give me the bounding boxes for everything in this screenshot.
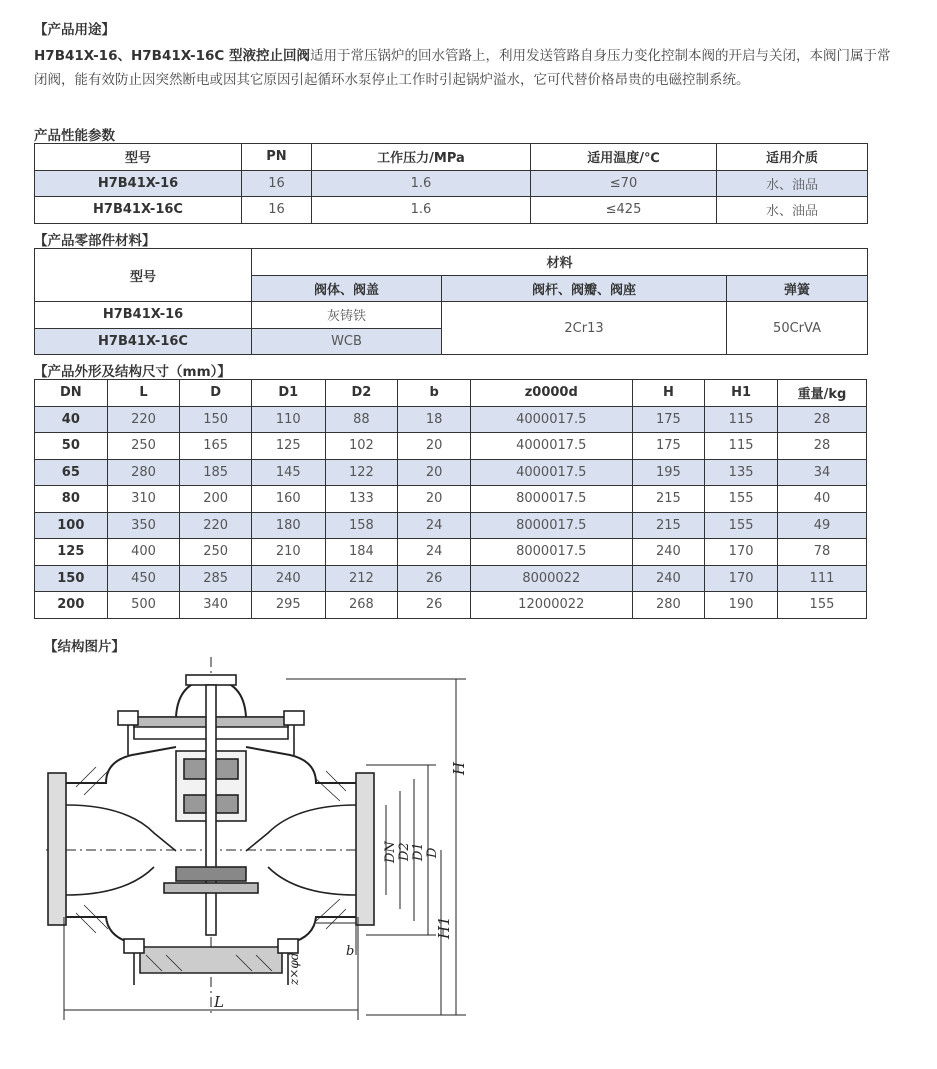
table-cell: WCB xyxy=(252,328,442,355)
table-cell: 18 xyxy=(398,406,471,433)
table-cell: 240 xyxy=(251,565,325,592)
table-cell: 195 xyxy=(632,459,705,486)
table-row xyxy=(35,592,867,619)
table-cell: 350 xyxy=(107,512,180,539)
table-cell: 155 xyxy=(705,486,778,513)
table-row xyxy=(35,539,867,566)
header-cell: 适用温度/℃ xyxy=(531,144,717,171)
table-cell: 135 xyxy=(705,459,778,486)
table-cell: 12000022 xyxy=(470,592,632,619)
table-cell-spring: 50CrVA xyxy=(727,302,868,355)
table-cell: 280 xyxy=(632,592,705,619)
table-cell: 175 xyxy=(632,433,705,460)
dimensions-table-body xyxy=(35,380,867,619)
table-cell: 8000017.5 xyxy=(470,486,632,513)
table-cell: 500 xyxy=(107,592,180,619)
table-cell: 1.6 xyxy=(312,197,531,224)
header-cell: 弹簧 xyxy=(727,275,868,302)
performance-table xyxy=(34,143,868,224)
usage-heading: 【产品用途】 xyxy=(34,22,115,38)
header-cell: 重量/kg xyxy=(777,380,866,407)
table-cell: 268 xyxy=(325,592,398,619)
header-cell: 适用介质 xyxy=(717,144,868,171)
table-cell: H7B41X-16 xyxy=(35,170,242,197)
dimensions-heading: 【产品外形及结构尺寸（mm）】 xyxy=(34,364,231,380)
label-H1: H1 xyxy=(435,916,453,939)
header-cell: z0000d xyxy=(470,380,632,407)
table-cell: 450 xyxy=(107,565,180,592)
table-row xyxy=(35,197,868,224)
table-cell: 4000017.5 xyxy=(470,459,632,486)
table-cell: 49 xyxy=(777,512,866,539)
table-cell: 88 xyxy=(325,406,398,433)
table-cell: 20 xyxy=(398,433,471,460)
table-cell: 215 xyxy=(632,512,705,539)
table-cell: 145 xyxy=(251,459,325,486)
table-cell: 250 xyxy=(107,433,180,460)
table-cell: 200 xyxy=(180,486,252,513)
table-cell: 115 xyxy=(705,433,778,460)
table-cell: 水、油品 xyxy=(717,170,868,197)
table-row xyxy=(35,170,868,197)
table-cell: 16 xyxy=(242,197,312,224)
table-cell: 16 xyxy=(242,170,312,197)
table-cell: ≤70 xyxy=(531,170,717,197)
table-cell: 8000022 xyxy=(470,565,632,592)
table-cell: 280 xyxy=(107,459,180,486)
table-header-row xyxy=(35,249,868,276)
table-cell: 28 xyxy=(777,406,866,433)
table-cell: 160 xyxy=(251,486,325,513)
table-cell: 100 xyxy=(35,512,108,539)
table-cell: 80 xyxy=(35,486,108,513)
table-cell: 125 xyxy=(251,433,325,460)
table-cell: 170 xyxy=(705,565,778,592)
header-cell: H xyxy=(632,380,705,407)
table-cell: 155 xyxy=(777,592,866,619)
table-cell: 78 xyxy=(777,539,866,566)
header-cell: DN xyxy=(35,380,108,407)
table-row xyxy=(35,512,867,539)
header-cell: H1 xyxy=(705,380,778,407)
header-cell: D2 xyxy=(325,380,398,407)
materials-heading: 【产品零部件材料】 xyxy=(34,233,156,249)
table-cell: 212 xyxy=(325,565,398,592)
table-cell: 150 xyxy=(180,406,252,433)
table-cell: 122 xyxy=(325,459,398,486)
table-cell: 8000017.5 xyxy=(470,539,632,566)
header-cell: 工作压力/MPa xyxy=(312,144,531,171)
header-cell-model: 型号 xyxy=(35,249,252,302)
table-cell: 184 xyxy=(325,539,398,566)
table-cell: 115 xyxy=(705,406,778,433)
table-cell: 20 xyxy=(398,459,471,486)
label-H: H xyxy=(450,761,468,775)
table-cell-stem: 2Cr13 xyxy=(442,302,727,355)
table-cell: H7B41X-16 xyxy=(35,302,252,329)
table-cell: 170 xyxy=(705,539,778,566)
structure-heading: 【结构图片】 xyxy=(44,639,125,655)
usage-model: H7B41X-16、H7B41X-16C 型液控止回阀 xyxy=(34,48,311,64)
table-cell: 1.6 xyxy=(312,170,531,197)
header-cell-material: 材料 xyxy=(252,249,868,276)
header-cell: D1 xyxy=(251,380,325,407)
table-cell: 310 xyxy=(107,486,180,513)
table-cell: 240 xyxy=(632,565,705,592)
label-L: L xyxy=(214,993,224,1011)
table-cell: 150 xyxy=(35,565,108,592)
table-cell: 102 xyxy=(325,433,398,460)
table-cell: 240 xyxy=(632,539,705,566)
table-row xyxy=(35,459,867,486)
table-cell: 20 xyxy=(398,486,471,513)
table-cell: H7B41X-16C xyxy=(35,328,252,355)
table-cell: H7B41X-16C xyxy=(35,197,242,224)
table-cell: 水、油品 xyxy=(717,197,868,224)
table-row xyxy=(35,406,867,433)
table-cell: 285 xyxy=(180,565,252,592)
table-cell: 24 xyxy=(398,512,471,539)
label-D1: D1 xyxy=(411,842,426,861)
table-cell: 220 xyxy=(180,512,252,539)
table-cell: 210 xyxy=(251,539,325,566)
table-cell: 190 xyxy=(705,592,778,619)
table-cell: 40 xyxy=(35,406,108,433)
table-cell: 133 xyxy=(325,486,398,513)
label-b: b xyxy=(346,944,355,959)
label-D: D xyxy=(425,847,440,858)
table-cell: 125 xyxy=(35,539,108,566)
table-row xyxy=(35,302,868,329)
header-cell: 型号 xyxy=(35,144,242,171)
usage-paragraph xyxy=(34,44,904,92)
valve-structure-drawing xyxy=(36,655,476,1035)
table-cell: 65 xyxy=(35,459,108,486)
label-D2: D2 xyxy=(397,842,412,861)
label-DN: DN xyxy=(383,841,398,863)
usage-text: 适用于常压锅炉的回水管路上，利用发送管路自身压力变化控制本阀的开启与关闭，本阀门属于常闭阀，能有效防止因突然断电或因其它原因引起循环水泵停止工作时引起锅炉溢水，它可代替价格昂贵的电磁控制系统。 xyxy=(34,48,891,88)
table-cell: 250 xyxy=(180,539,252,566)
table-cell: 4000017.5 xyxy=(470,406,632,433)
table-cell: 40 xyxy=(777,486,866,513)
table-cell: 8000017.5 xyxy=(470,512,632,539)
table-cell: 111 xyxy=(777,565,866,592)
dimensions-table xyxy=(34,379,867,619)
header-cell: 阀体、阀盖 xyxy=(252,275,442,302)
table-cell: 340 xyxy=(180,592,252,619)
table-row xyxy=(35,565,867,592)
materials-table xyxy=(34,248,868,355)
table-cell: 50 xyxy=(35,433,108,460)
header-cell: L xyxy=(107,380,180,407)
table-row xyxy=(35,486,867,513)
table-cell: 4000017.5 xyxy=(470,433,632,460)
table-cell: 295 xyxy=(251,592,325,619)
table-row xyxy=(35,433,867,460)
table-cell: 215 xyxy=(632,486,705,513)
table-cell: 200 xyxy=(35,592,108,619)
label-zd: z×φd xyxy=(287,952,301,985)
table-cell: 110 xyxy=(251,406,325,433)
table-cell: ≤425 xyxy=(531,197,717,224)
header-cell: D xyxy=(180,380,252,407)
table-cell: 165 xyxy=(180,433,252,460)
table-cell: 175 xyxy=(632,406,705,433)
table-cell: 28 xyxy=(777,433,866,460)
table-cell: 180 xyxy=(251,512,325,539)
header-cell: b xyxy=(398,380,471,407)
table-cell: 24 xyxy=(398,539,471,566)
table-cell: 155 xyxy=(705,512,778,539)
table-cell: 158 xyxy=(325,512,398,539)
valve-drawing-svg xyxy=(36,655,476,1035)
table-cell: 220 xyxy=(107,406,180,433)
header-cell: 阀杆、阀瓣、阀座 xyxy=(442,275,727,302)
table-cell: 400 xyxy=(107,539,180,566)
header-cell: PN xyxy=(242,144,312,171)
table-cell: 26 xyxy=(398,592,471,619)
table-cell: 34 xyxy=(777,459,866,486)
performance-heading: 产品性能参数 xyxy=(34,128,115,144)
table-cell: 灰铸铁 xyxy=(252,302,442,329)
table-cell: 26 xyxy=(398,565,471,592)
table-header-row xyxy=(35,380,867,407)
table-header-row xyxy=(35,144,868,171)
table-cell: 185 xyxy=(180,459,252,486)
